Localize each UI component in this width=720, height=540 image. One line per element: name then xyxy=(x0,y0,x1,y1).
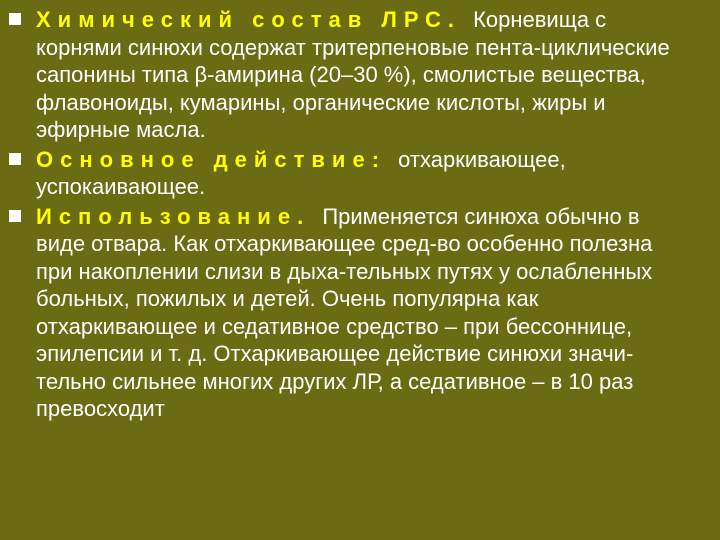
heading-chemical-composition: Химический состав ЛРС. xyxy=(36,7,461,32)
bullet-usage xyxy=(9,203,690,423)
text-main-action: отхаркивающее, успокаивающее. xyxy=(36,146,566,199)
square-bullet-icon xyxy=(9,210,21,222)
text-chemical-composition: Корневища с корнями синюхи содержат тритерпеновые пента-циклические сапонины типа β-амирина (20–30 %), смолистые вещества, флавоноиды, кумарины, органические кислоты, жиры и эфирные масла. xyxy=(36,7,670,142)
heading-main-action: Основное действие: xyxy=(36,146,387,172)
text-usage: Применяется синюха обычно в виде отвара. Как отхаркивающее сред-во особенно полезна при накоплении слизи в дыха-тельных путях у ослабленных больных, пожилых и детей. Очень популярна как отхаркивающее и седативное средство – при бессоннице, эпилепсии и т. д. Отхаркивающее действие синюхи значи-тельно сильнее многих других ЛР, а седативное – в 10 раз превосходит xyxy=(36,203,653,421)
bullet-chemical-composition xyxy=(9,6,690,144)
heading-usage: Использование. xyxy=(36,203,311,229)
bullet-main-action xyxy=(9,146,690,201)
square-bullet-icon xyxy=(9,13,21,25)
square-bullet-icon xyxy=(9,153,21,165)
